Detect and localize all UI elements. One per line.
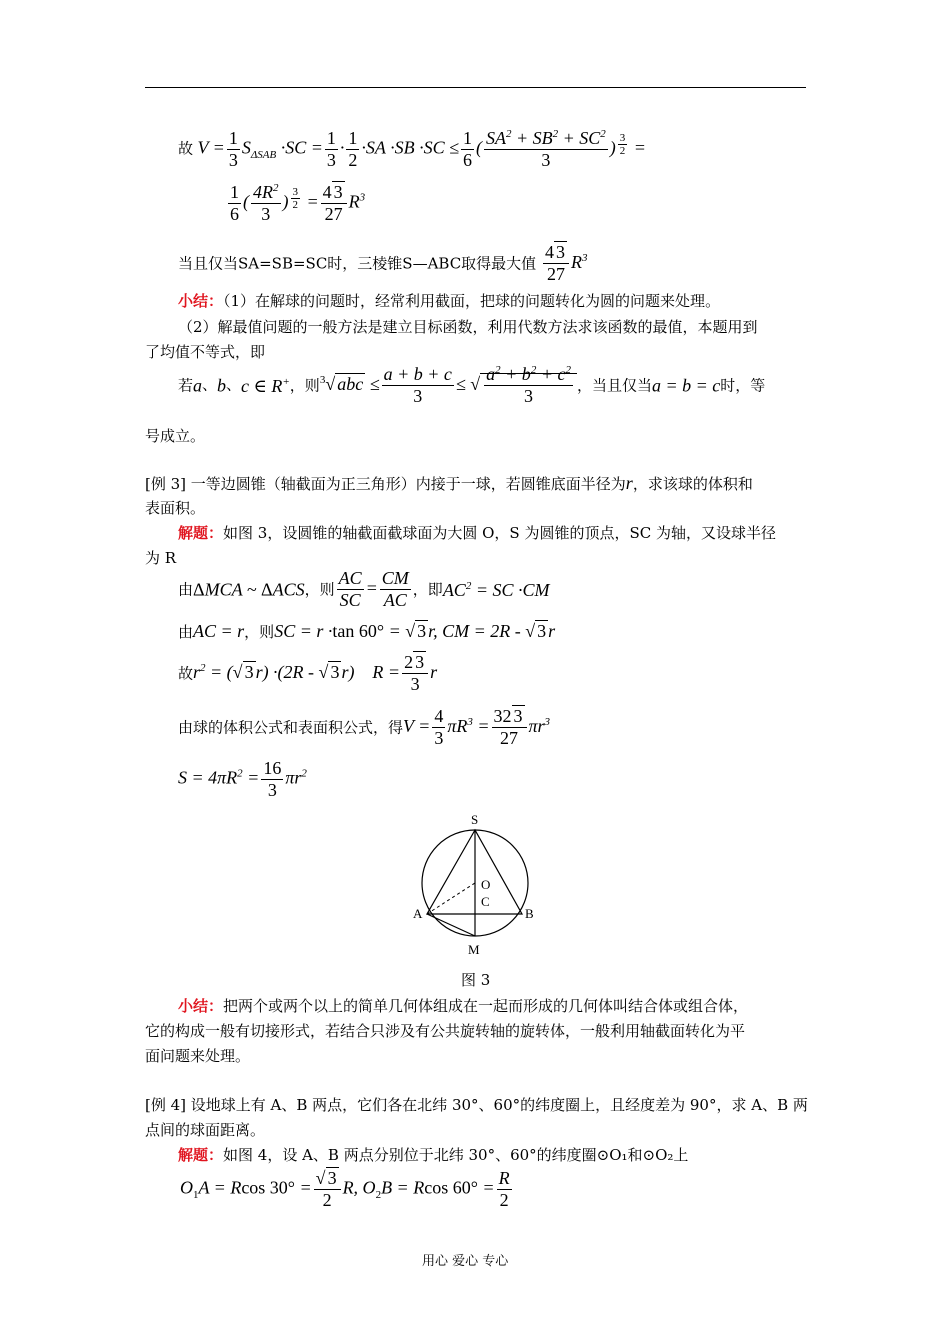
step4-a: 由球的体积公式和表面积公式，得 xyxy=(178,718,404,737)
example3-title-line2: 表面积。 xyxy=(145,499,206,517)
summary1-p2b: 了均值不等式，即 xyxy=(145,343,266,361)
example3-title-line1: [例 3] 一等边圆锥（轴截面为正三角形）内接于一球，若圆锥底面半径为r，求该球的体积和 xyxy=(145,473,753,493)
summary2-l1: 把两个或两个以上的简单几何体组成在一起而形成的几何体叫结合体或组合体， xyxy=(223,997,749,1015)
summary2-label: 小结： xyxy=(178,997,224,1015)
example4-formula: $O_1A = Rcos$ 30° = $\frac{√ 3}{2}$ R, $O_2B = Rcos$ 60° = $\frac{R}{2}$ xyxy=(180,1168,510,1210)
summary2-l3: 面问题来处理。 xyxy=(145,1047,251,1065)
ineq-last: 号成立。 xyxy=(145,427,206,445)
label-s: S xyxy=(471,812,479,827)
example3-sol-label: 解题： xyxy=(178,524,224,542)
example4-title-b: 点间的球面距离。 xyxy=(145,1121,266,1139)
page-footer: 用心 爱心 专心 xyxy=(422,1254,509,1269)
ineq-prefix: 若 xyxy=(178,376,194,395)
example3-step2: 由AC = r，则SC = r ·tan 60° = √ 3 r, CM = 2R - √ 3 r xyxy=(178,621,556,641)
formula-prefix: 故 xyxy=(178,141,194,158)
summary2-l2: 它的构成一般有切接形式，若结合只涉及有公共旋转轴的旋转体，一般利用轴截面转化为平 xyxy=(145,1022,746,1040)
example3-sol-b: 为 R xyxy=(145,549,177,567)
summary1-p2a: （2）解最值问题的一般方法是建立目标函数，利用代数方法求该函数的最值，本题用到 xyxy=(178,318,758,336)
summary1-line1 xyxy=(178,290,720,312)
step2-b: ，则 xyxy=(244,623,275,641)
ineq-tail: ，当且仅当 xyxy=(576,376,652,395)
step2-a: 由 xyxy=(178,623,194,641)
max-condition-line: 当且仅当SA=SB=SC时，三棱锥S—ABC取得最大值 $\frac{4 3}{27}$ $R^3$ xyxy=(178,242,588,284)
step1-b: ，则 xyxy=(304,580,335,599)
max-condition-text: 当且仅当SA=SB=SC时，三棱锥S—ABC取得最大值 xyxy=(178,254,537,273)
example4-sol-text: 如图 4，设 A、B 两点分别位于北纬 30°、60°的纬度圈⊙O₁和⊙O₂上 xyxy=(223,1146,689,1164)
segment-am xyxy=(427,914,475,936)
example4-title-a: [例 4] 设地球上有 A、B 两点，它们各在北纬 30°、60°的纬度圈上，且经度差为 90°，求 A、B 两 xyxy=(145,1096,808,1114)
label-b: B xyxy=(525,906,534,921)
formula-volume-line1: 故 V = $\frac{1}{3}$ $S_{\Delta SAB} \cdot SC$ = $\frac{1}{3}$ · $\frac{1}{2}$ ·SA ·SB ·SC ≤ $\frac{1}{6}$ ( $\frac{SA^2 + SB^2 + SC^2}{3}$ ) $^{\frac{3}{2}}$ = xyxy=(178,128,646,170)
summary2-line1 xyxy=(178,995,748,1017)
step1-a: 由 xyxy=(178,580,194,599)
radius-oa xyxy=(427,883,475,914)
formula-volume-line2: $\frac{1}{6}$ ( $\frac{4R^2}{3}$ ) $^{\frac{3}{2}}$ = $\frac{4 3}{27}$ $R^3$ xyxy=(230,182,366,224)
step1-c: ，即 xyxy=(412,580,443,599)
ineq-mid: ，则 xyxy=(289,376,320,395)
label-m: M xyxy=(468,942,480,957)
example3-solution-line1 xyxy=(178,522,776,544)
example3-sol-a: 如图 3，设圆锥的轴截面截球面为大圆 O，S 为圆锥的顶点，SC 为轴，又设球半径 xyxy=(223,524,776,542)
label-a: A xyxy=(413,906,423,921)
step3-a: 故 xyxy=(178,664,194,683)
label-c: C xyxy=(481,894,490,909)
figure-3-caption: 图 3 xyxy=(461,971,491,989)
example3-step4: 由球的体积公式和表面积公式，得V = $\frac{4}{3}$ $\pi R^3$ = $\frac{32 3}{27}$ $\pi r^3$ xyxy=(178,706,551,748)
example3-step1: 由ΔMCA ~ ΔACS，则 $\frac{AC}{SC}$ = $\frac{CM}{AC}$ ，即$AC^2$ = SC ·CM xyxy=(178,568,550,610)
ineq-end: 时，等 xyxy=(720,376,766,395)
example3-title-b: ，求该球的体积和 xyxy=(632,475,753,493)
summary1-p1: （1）在解球的问题时，经常利用截面，把球的问题转化为圆的问题来处理。 xyxy=(223,292,721,310)
figure-3-diagram xyxy=(405,808,555,958)
example3-title-a: [例 3] 一等边圆锥（轴截面为正三角形）内接于一球，若圆锥底面半径为 xyxy=(145,475,626,493)
example4-sol-label: 解题： xyxy=(178,1146,224,1164)
example3-surface-area: $S = 4\pi R^2$ = $\frac{16}{3}$ $\pi r^2$ xyxy=(178,758,307,800)
mean-inequality-line: 若a、b、c ∈ R+，则$^3$√ abc ≤ $\frac{a + b + c}{3}$ ≤ √ $\frac{a^2 + b^2 + c^2}{3}$ ，当且仅当a = b = c时，等 xyxy=(178,364,766,406)
label-o: O xyxy=(481,877,491,892)
example3-step3: 故$r^2$ = (√ 3 r) ·(2R - √ 3 r) R = $\frac{2 3}{3}$ r xyxy=(178,652,438,694)
example4-solution xyxy=(178,1144,688,1166)
header-rule xyxy=(145,87,806,88)
summary1-label: 小结： xyxy=(178,292,224,310)
